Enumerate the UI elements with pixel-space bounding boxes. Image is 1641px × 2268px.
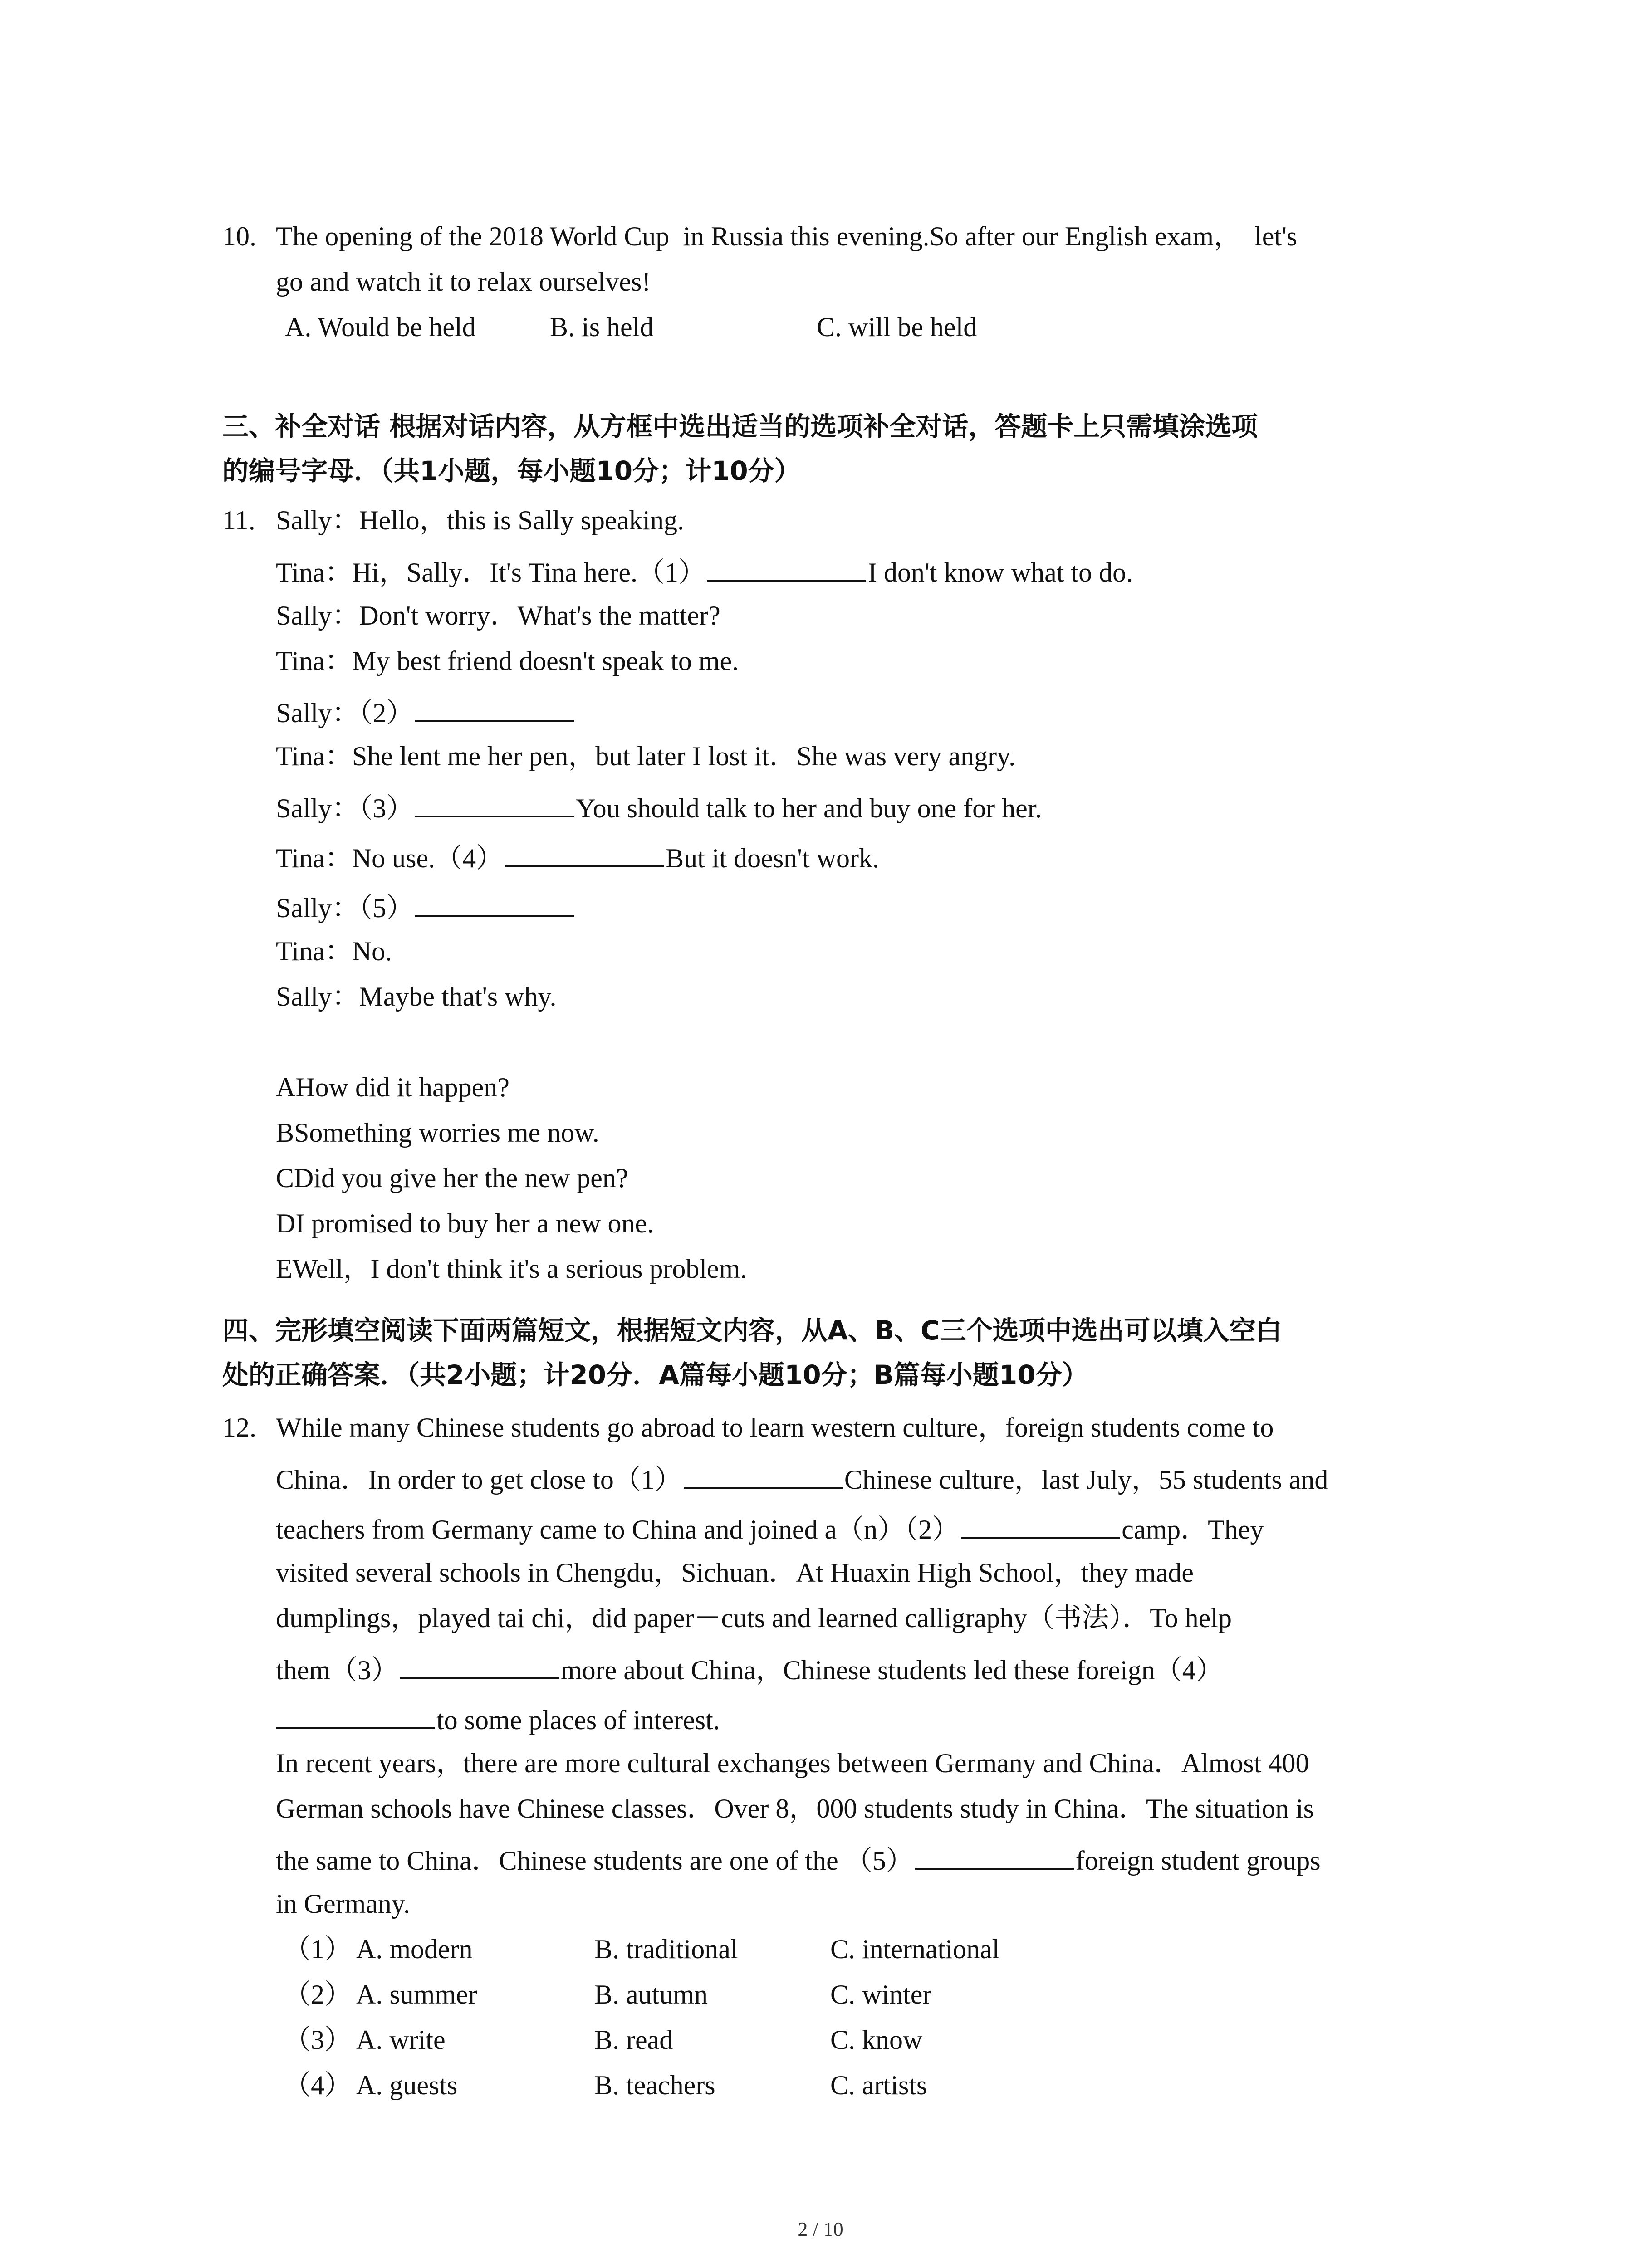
q11-dialogue-line5 [276,695,576,729]
q12-passage-line6-text: them（3） [276,1655,398,1685]
q12-option-a: A. write [356,2025,446,2055]
q11-choice-d: DI promised to buy her a new one. [276,1208,654,1238]
q12-option-c: C. winter [830,1980,932,2009]
q12-passage-line10 [276,1843,1321,1877]
section4-heading-line1: 四、完形填空阅读下面两篇短文，根据短文内容，从A、B、C三个选项中选出可以填入空白 [222,1315,1282,1346]
q12-passage-line2 [276,1461,1328,1496]
q11-dialogue-line7 [276,790,1042,824]
q11-choice-e: EWell，I don't think it's a serious problem. [276,1254,747,1284]
q11-dialogue-line3: Sally：Don't worry．What's the matter? [276,601,720,631]
q12-blank-5[interactable] [915,1843,1074,1870]
q12-passage-line10-text: the same to China．Chinese students are one of the （5） [276,1846,913,1876]
q12-option-b: B. traditional [594,1934,738,1964]
q12-passage-line7 [276,1702,720,1736]
q12-blank-1[interactable] [684,1461,843,1489]
q12-passage-line7-text: to some places of interest. [436,1705,720,1735]
q11-dialogue-line2-tail: I don't know what to do. [868,557,1133,587]
q12-passage-line3-tail: camp．They [1122,1515,1264,1545]
q12-option-a: A. modern [356,1934,473,1964]
q12-option-b: B. read [594,2025,673,2055]
q11-dialogue-line6: Tina：She lent me her pen，but later I lost it．She was very angry. [276,741,1016,771]
section4-heading-line2: 处的正确答案．（共2小题；计20分．A篇每小题10分；B篇每小题10分） [222,1359,1088,1390]
q12-passage-line9: German schools have Chinese classes．Over 8，000 students study in China．The situation is [276,1794,1314,1823]
q12-passage-line6 [276,1652,1223,1686]
q12-blank-2[interactable] [961,1511,1120,1539]
q12-passage-line5: dumplings，played tai chi，did paper－cuts and learned calligraphy（书法）．To help [276,1603,1232,1633]
q11-blank-5[interactable] [415,890,574,917]
q12-passage-line6-tail: more about China，Chinese students led these foreign（4） [560,1655,1223,1685]
q12-passage-line8: In recent years，there are more cultural exchanges between Germany and China．Almost 400 [276,1748,1309,1778]
q11-dialogue-line5-text: Sally：（2） [276,698,414,728]
q12-passage-line11: in Germany. [276,1889,411,1919]
q12-option-label: （1） [284,1934,352,1964]
page-number: 2 / 10 [798,2218,843,2240]
q12-option-a: A. summer [356,1980,477,2009]
q12-passage-line10-tail: foreign student groups [1075,1846,1321,1876]
q12-blank-4[interactable] [276,1702,435,1729]
q12-option-label: （3） [284,2025,352,2055]
q12-passage-line3-text: teachers from Germany came to China and joined a（n）（2） [276,1515,960,1545]
q11-blank-3[interactable] [415,790,574,817]
q12-option-b: B. teachers [594,2070,715,2100]
q11-blank-2[interactable] [415,695,574,722]
q11-dialogue-line4: Tina：My best friend doesn't speak to me. [276,646,739,676]
q11-choice-c: CDid you give her the new pen? [276,1163,628,1193]
section3-heading-line1: 三、补全对话 根据对话内容，从方框中选出适当的选项补全对话，答题卡上只需填涂选项 [222,411,1258,442]
q12-option-b: B. autumn [594,1980,708,2009]
q12-option-c: C. international [830,1934,1000,1964]
q12-passage-line3 [276,1511,1264,1545]
q12-option-label: （2） [284,1980,352,2009]
q11-choice-b: BSomething worries me now. [276,1118,599,1148]
q11-choice-a: AHow did it happen? [276,1072,509,1102]
q11-dialogue-line8-tail: But it doesn't work. [666,843,879,873]
q12-passage-line4: visited several schools in Chengdu，Sichuan．At Huaxin High School，they made [276,1558,1194,1588]
q11-dialogue-line9 [276,890,576,924]
q10-stem-line2: go and watch it to relax ourselves! [276,267,651,297]
q12-blank-3[interactable] [400,1652,559,1679]
q10-option-c: C. will be held [817,312,977,342]
q11-dialogue-line2 [276,554,1133,588]
q11-blank-1[interactable] [707,554,866,582]
q12-option-c: C. artists [830,2070,927,2100]
q11-blank-4[interactable] [505,840,664,867]
q10-stem-line1: The opening of the 2018 World Cup in Russia this evening.So after our English exam， let's [276,221,1298,251]
q12-number: 12. [222,1413,256,1442]
q11-number: 11. [222,505,255,535]
q10-option-b: B. is held [550,312,654,342]
q12-option-label: （4） [284,2070,352,2100]
q11-dialogue-line10: Tina：No. [276,936,392,966]
q11-dialogue-line1: Sally：Hello，this is Sally speaking. [276,505,684,535]
q12-option-c: C. know [830,2025,923,2055]
q12-passage-line2-tail: Chinese culture，last July，55 students and [844,1465,1328,1495]
q10-number: 10. [222,221,256,251]
q12-passage-line2-text: China．In order to get close to（1） [276,1465,682,1495]
q11-dialogue-line9-text: Sally：（5） [276,893,414,923]
q10-option-a: A. Would be held [285,312,476,342]
q11-dialogue-line11: Sally：Maybe that's why. [276,982,557,1012]
q11-dialogue-line7-text: Sally：（3） [276,793,414,823]
q12-passage-line1: While many Chinese students go abroad to learn western culture，foreign students come to [276,1413,1274,1442]
q11-dialogue-line7-tail: You should talk to her and buy one for her. [576,793,1042,823]
q11-dialogue-line8 [276,840,879,874]
section3-heading-line2: 的编号字母．（共1小题，每小题10分；计10分） [222,455,801,486]
q12-option-a: A. guests [356,2070,458,2100]
q11-dialogue-line8-text: Tina：No use.（4） [276,843,504,873]
q11-dialogue-line2-text: Tina：Hi，Sally．It's Tina here.（1） [276,557,705,587]
